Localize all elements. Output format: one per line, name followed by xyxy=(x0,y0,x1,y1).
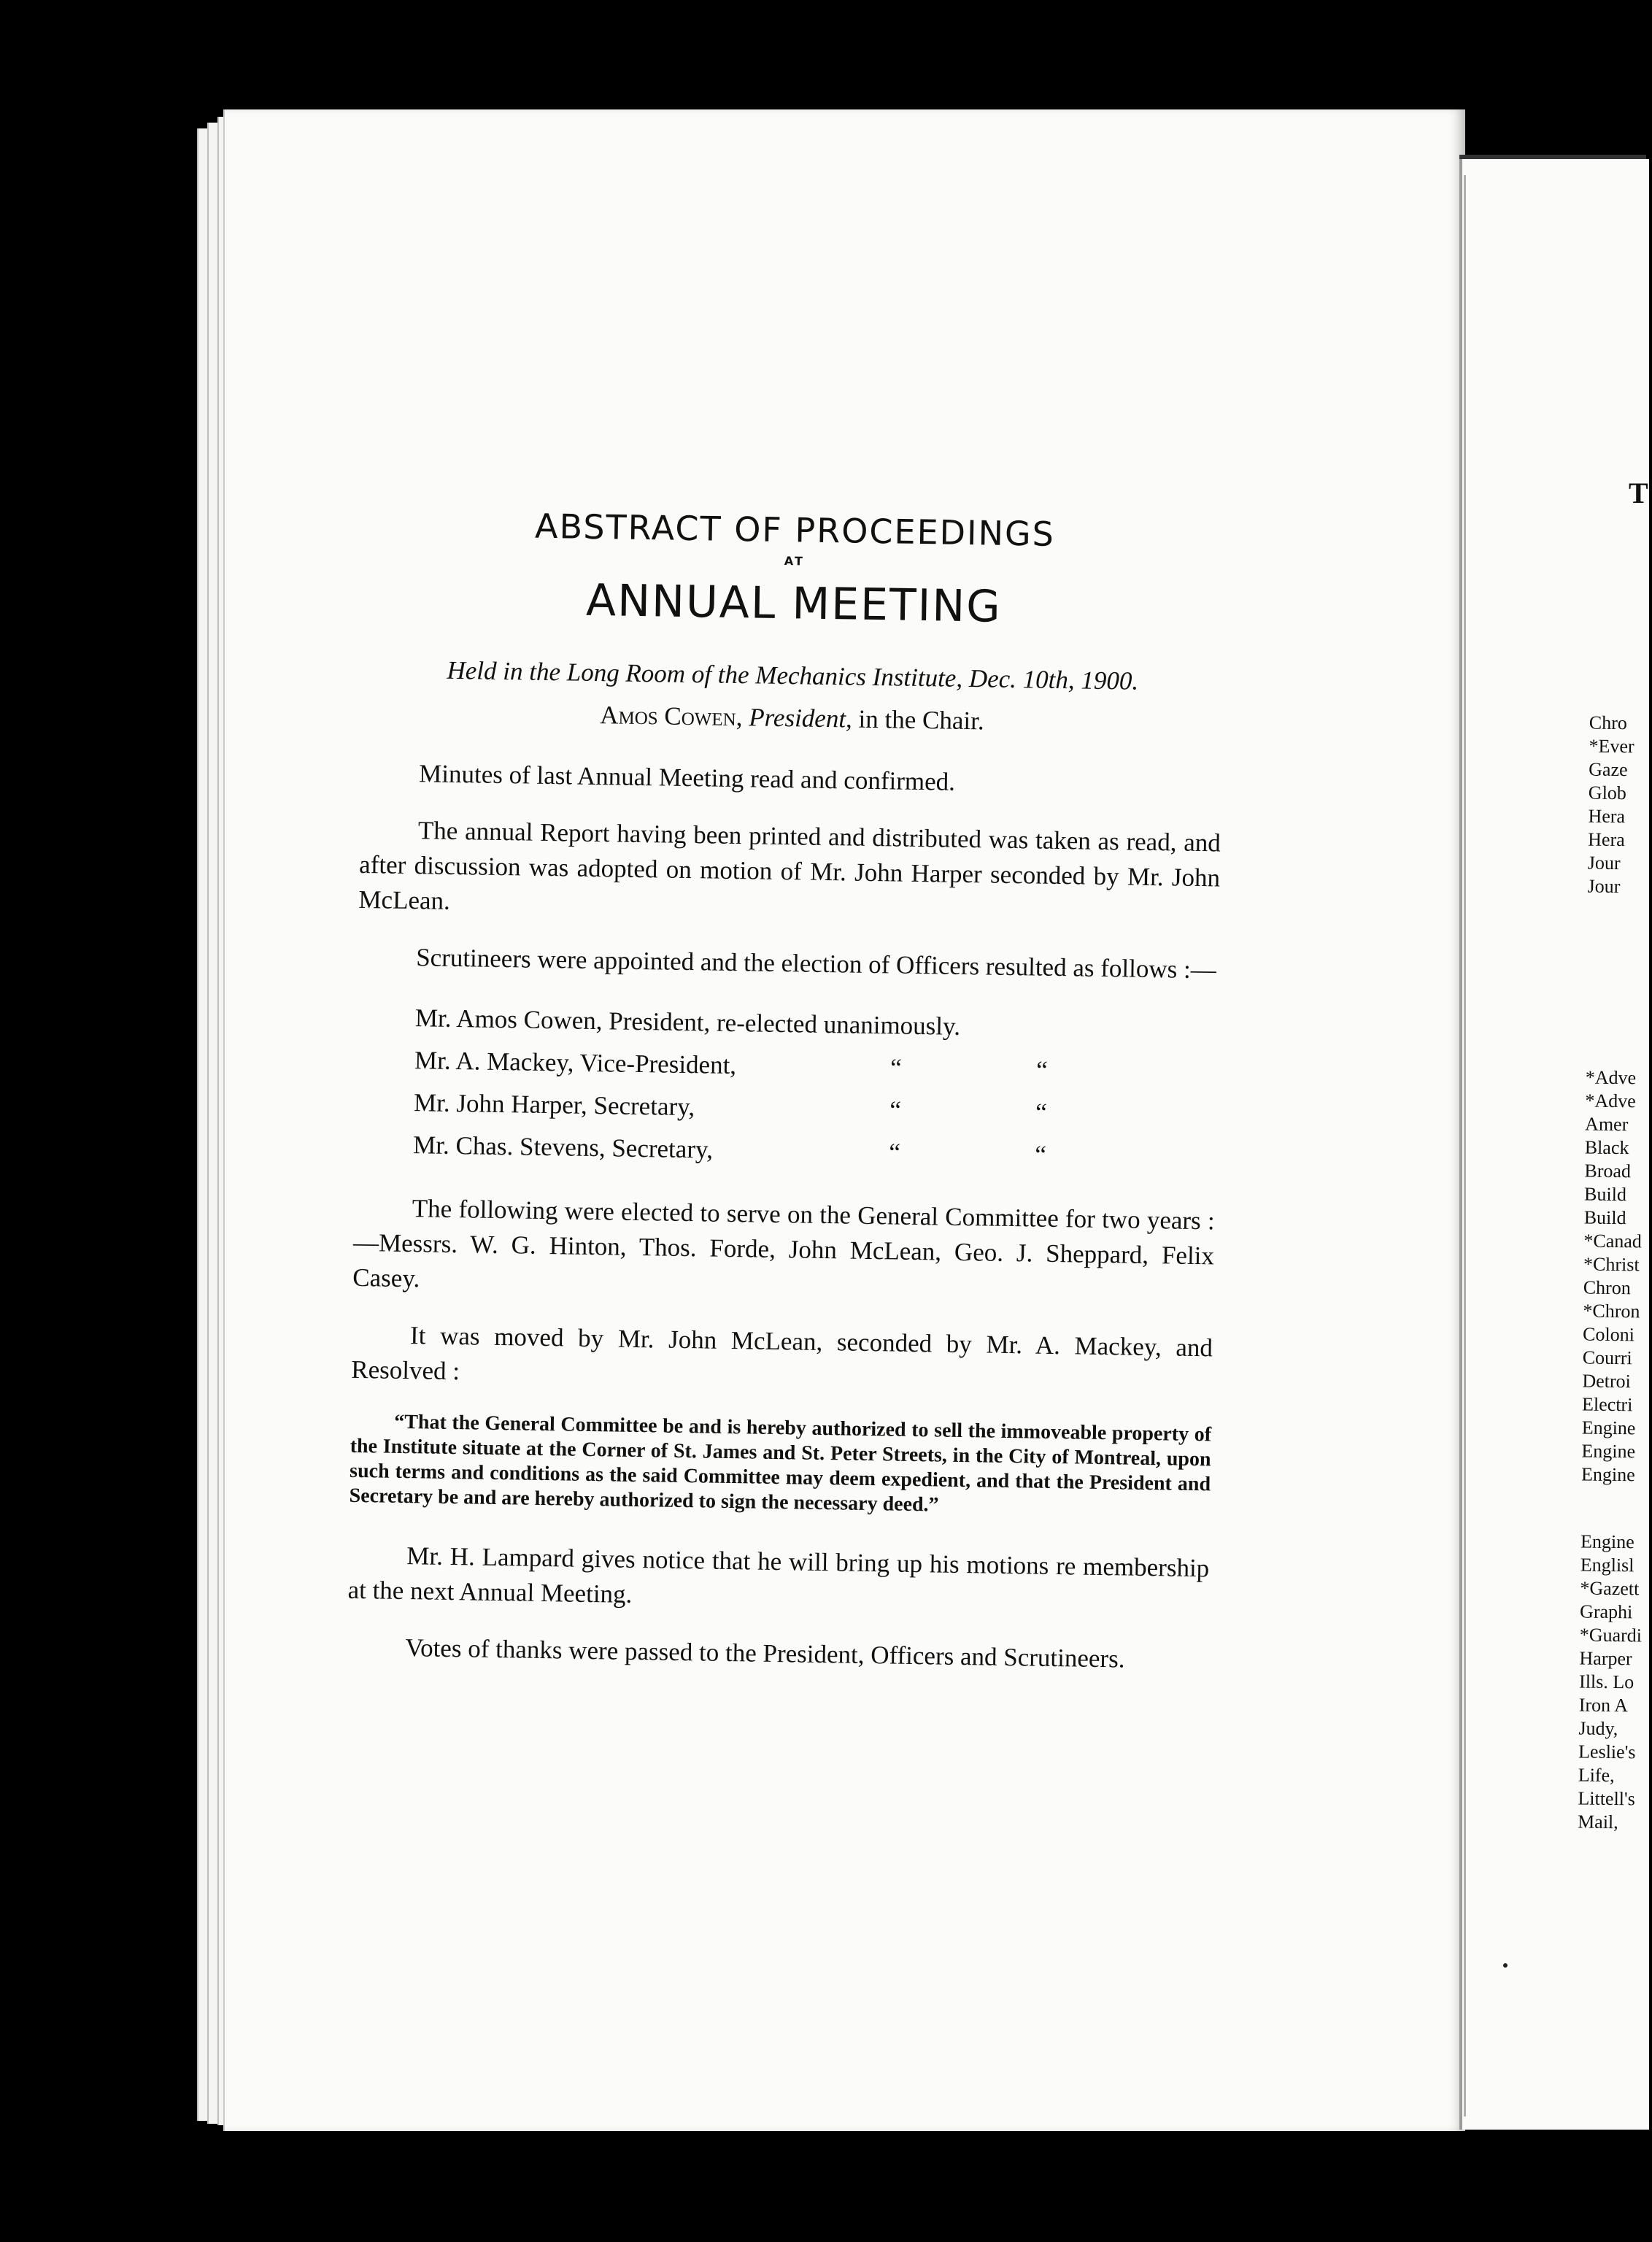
list-item: Broad xyxy=(1584,1160,1632,1182)
ditto-mark: “ xyxy=(889,1138,901,1167)
list-item: Ills. Lo xyxy=(1578,1671,1634,1693)
list-item: Detroi xyxy=(1582,1370,1632,1392)
list-item: Jour xyxy=(1587,875,1621,898)
list-item: Glob xyxy=(1588,782,1627,804)
list-item: *Gazett xyxy=(1580,1577,1640,1600)
list-item: Englisl xyxy=(1580,1554,1634,1576)
list-item: Hera xyxy=(1588,805,1626,828)
right-group-1 xyxy=(1587,712,1652,899)
ditto-mark: “ xyxy=(889,1053,903,1082)
list-item: Chron xyxy=(1583,1276,1631,1299)
list-item: Harper xyxy=(1579,1647,1632,1670)
list-item: Littell's xyxy=(1578,1787,1635,1810)
list-item: Build xyxy=(1583,1206,1626,1229)
list-item: Hera xyxy=(1588,828,1625,851)
page-fold xyxy=(1464,175,1466,2116)
ink-speck xyxy=(1503,1963,1508,1968)
right-page-heading-fragment: T xyxy=(1629,477,1648,509)
list-item: Engine xyxy=(1581,1417,1636,1439)
title-at: AT xyxy=(784,554,806,569)
ditto-mark: “ xyxy=(1035,1055,1048,1085)
list-item: Leslie's xyxy=(1578,1741,1636,1763)
list-item: Mail, xyxy=(1577,1811,1618,1833)
list-item: Chro xyxy=(1589,712,1628,734)
right-group-3 xyxy=(1578,1530,1643,1835)
chair-line xyxy=(361,697,1222,740)
chair-rest: in the Chair. xyxy=(858,704,984,736)
ditto-mark: “ xyxy=(1035,1140,1047,1169)
list-item: Engine xyxy=(1581,1440,1636,1463)
list-item: Coloni xyxy=(1582,1323,1635,1346)
list-item: Iron A xyxy=(1578,1694,1629,1717)
list-item: *Guardi xyxy=(1579,1624,1643,1646)
list-item: Gaze xyxy=(1589,758,1628,781)
list-item: *Adve xyxy=(1585,1090,1636,1112)
officers-list xyxy=(413,997,1219,1179)
list-item: Engine xyxy=(1580,1463,1635,1486)
para-committee: The following were elected to serve on the General Committee for two years :—Messrs. W. G. Hinton, Thos. Forde, John McLean, Geo. J. Sheppard, Felix Casey. xyxy=(352,1194,1216,1293)
resolution-text: “That the General Committee be and is hereby authorized to sell the immoveable property of the Institute situate at the Corner of St. James and St. Peter Streets, in the City of Montreal, upon such terms and conditions as the said Committee may deem expedient, and that the President and Secretary be and are hereby authorized to sign the necessary deed.” xyxy=(349,1410,1212,1517)
list-item: *Christ xyxy=(1583,1253,1640,1276)
para-moved: It was moved by Mr. John McLean, seconded by Mr. A. Mackey, and Resolved : xyxy=(351,1321,1213,1386)
list-item: Amer xyxy=(1584,1113,1629,1136)
list-item: Life, xyxy=(1578,1764,1615,1787)
list-item: *Ever xyxy=(1589,735,1634,758)
para-lampard: Mr. H. Lampard gives notice that he will bring up his motions re membership at the next Annual Meeting. xyxy=(347,1541,1210,1609)
para-votes: Votes of thanks were passed to the President, Officers and Scrutineers. xyxy=(405,1633,1125,1673)
list-item: Judy, xyxy=(1578,1717,1618,1740)
list-item: Electri xyxy=(1581,1393,1633,1416)
proceedings-text xyxy=(347,504,1226,1700)
list-item: *Adve xyxy=(1585,1066,1637,1089)
para-minutes: Minutes of last Annual Meeting read and confirmed. xyxy=(418,759,956,796)
list-item: Engine xyxy=(1580,1530,1634,1553)
list-item: Graphi xyxy=(1579,1600,1633,1623)
officer-name: Mr. Chas. Stevens, Secretary, xyxy=(412,1130,714,1164)
ditto-mark: “ xyxy=(889,1095,902,1125)
list-item: Black xyxy=(1584,1136,1629,1159)
meeting-venue: Held in the Long Room of the Mechanics Institute, Dec. 10th, 1900. xyxy=(447,655,1139,696)
right-group-2 xyxy=(1581,1066,1648,1487)
list-item: Courri xyxy=(1582,1347,1632,1369)
title-line-2: ANNUAL MEETING xyxy=(585,574,1003,633)
para-scrutineers: Scrutineers were appointed and the election of Officers resulted as follows :— xyxy=(415,943,1217,985)
list-item: *Chron xyxy=(1583,1300,1640,1322)
list-item: Build xyxy=(1583,1183,1627,1206)
list-item: *Canad xyxy=(1583,1230,1643,1252)
chair-name: Amos Cowen, xyxy=(599,701,743,732)
para-report: The annual Report having been printed and distributed was taken as read, and after discussion was adopted on motion of Mr. John Harper seconded by Mr. John McLean. xyxy=(358,816,1221,915)
list-item: Jour xyxy=(1587,852,1621,874)
officer-name: Mr. A. Mackey, Vice-President, xyxy=(414,1046,737,1080)
chair-title: President, xyxy=(748,703,853,733)
ditto-mark: “ xyxy=(1035,1098,1048,1127)
officer-name: Mr. Amos Cowen, President, re-elected unanimously. xyxy=(414,1003,961,1041)
title-line-1: ABSTRACT OF PROCEEDINGS xyxy=(534,506,1056,554)
officer-name: Mr. John Harper, Secretary, xyxy=(413,1088,695,1122)
right-page-list xyxy=(1578,712,1652,1835)
